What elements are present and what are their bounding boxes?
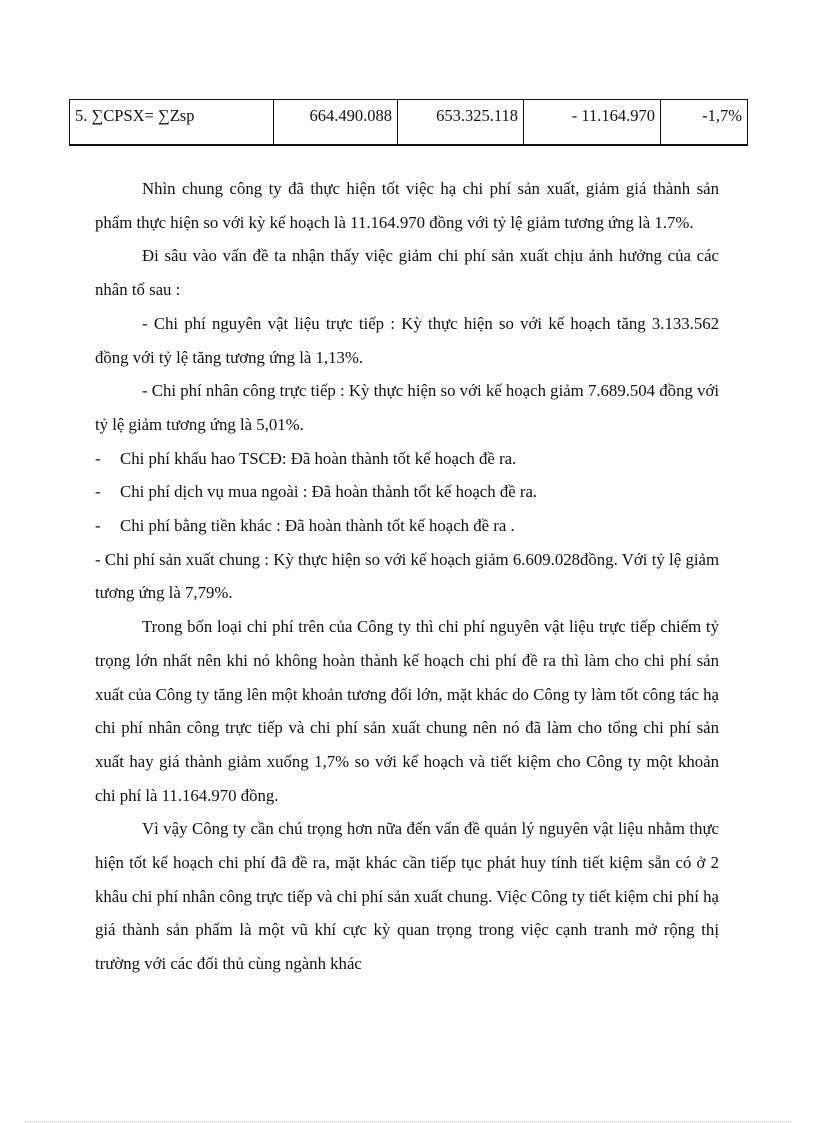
cost-summary-table — [69, 99, 748, 146]
dash-marker: - — [95, 516, 101, 536]
page-bottom-divider — [25, 1121, 791, 1122]
actual-value-cell: 653.325.118 — [398, 100, 524, 146]
paragraph-summary: Nhìn chung công ty đã thực hiện tốt việc hạ chi phí sản xuất, giảm giá thành sản phẩm thực hiện so với kỳ kế hoạch là 11.164.970 đồng với tỷ lệ giảm tương ứng là 1.7%. — [95, 179, 719, 232]
plan-value-cell: 664.490.088 — [274, 100, 398, 146]
percent-value-cell: -1,7% — [661, 100, 748, 146]
cost-summary-table-wrapper — [69, 99, 747, 146]
list-item-text: Chi phí bằng tiền khác : Đã hoàn thành tốt kế hoạch đề ra . — [120, 516, 515, 536]
difference-value-cell: - 11.164.970 — [524, 100, 661, 146]
paragraph-recommendation: Vì vậy Công ty cần chú trọng hơn nữa đến vấn đề quản lý nguyên vật liệu nhằm thực hiện tốt kế hoạch chi phí đã đề ra, mặt khác cần tiếp tục phát huy tính tiết kiệm sẵn có ở 2 khâu chi phí nhân công trực tiếp và chi phí sản xuất chung. Việc Công ty tiết kiệm chi phí hạ giá thành sản phẩm là một vũ khí cực kỳ quan trọng trong việc cạnh tranh mở rộng thị trường với các đối thủ cùng ngành khác — [95, 819, 719, 974]
list-item-outsourced-services — [95, 475, 719, 509]
paragraph-labor-cost: - Chi phí nhân công trực tiếp : Kỳ thực hiện so với kế hoạch giảm 7.689.504 đồng với tỷ lệ giảm tương ứng là 5,01%. — [95, 381, 719, 434]
list-item-text: Chi phí dịch vụ mua ngoài : Đã hoàn thành tốt kế hoạch đề ra. — [120, 482, 538, 502]
body-text — [95, 172, 719, 981]
list-item-other-cash-costs — [95, 509, 719, 543]
list-item-depreciation — [95, 442, 719, 476]
paragraph-material-cost: - Chi phí nguyên vật liệu trực tiếp : Kỳ thực hiện so với kế hoạch tăng 3.133.562 đồng với tỷ lệ tăng tương ứng là 1,13%. — [95, 313, 719, 367]
dash-marker: - — [95, 448, 101, 468]
row-label-cell: 5. ∑CPSX= ∑Zsp — [70, 100, 274, 146]
paragraph-analysis: Trong bốn loại chi phí trên của Công ty thì chi phí nguyên vật liệu trực tiếp chiếm tỷ trọng lớn nhất nên khi nó không hoàn thành kế hoạch chi phí đề ra thì làm cho chi phí sản xuất của Công ty tăng lên một khoản tương đối lớn, mặt khác do Công ty làm tốt công tác hạ chi phí nhân công trực tiếp và chi phí sản xuất chung nên nó đã làm cho tổng chi phí sản xuất hay giá thành giảm xuống 1,7% so với kế hoạch và tiết kiệm cho Công ty một khoản chi phí là 11.164.970 đồng. — [95, 617, 719, 805]
table-row — [70, 100, 748, 146]
paragraph-general-production-cost: - Chi phí sản xuất chung : Kỳ thực hiện so với kế hoạch giảm 6.609.028đồng. Với tỷ lệ giảm tương ứng là 7,79%. — [95, 549, 719, 603]
list-item-text: Chi phí khấu hao TSCĐ: Đã hoàn thành tốt kế hoạch đề ra. — [120, 448, 517, 468]
paragraph-factors-intro: Đi sâu vào vấn đề ta nhận thấy việc giảm chi phí sản xuất chịu ảnh hưởng của các nhân tố sau : — [95, 246, 719, 300]
dash-marker: - — [95, 482, 101, 502]
